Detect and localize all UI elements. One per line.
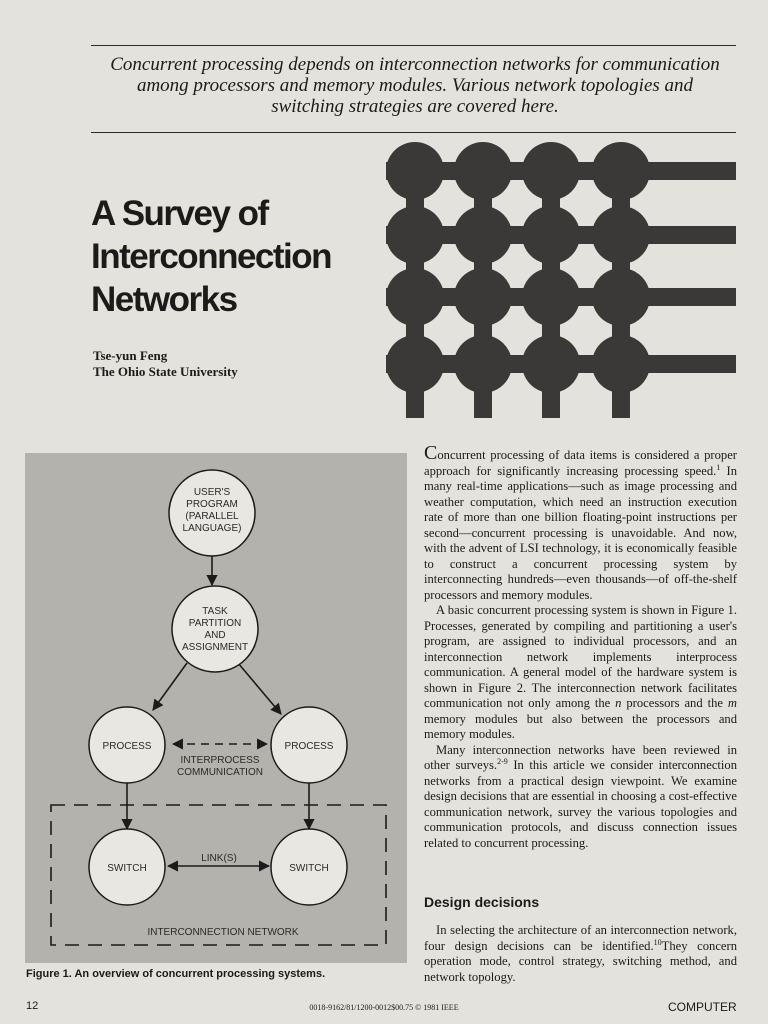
svg-text:AND: AND <box>204 630 226 641</box>
svg-text:PARTITION: PARTITION <box>188 618 242 629</box>
svg-text:PROCESS: PROCESS <box>284 741 334 752</box>
network-label: INTERCONNECTION NETWORK <box>147 927 299 938</box>
svg-text:PROGRAM: PROGRAM <box>186 499 238 510</box>
paragraph-3: Many interconnection networks have been reviewed in other surveys.$^{2-9}$ In this article we consider interconnection networks from a practical design viewpoint. We examine design decisions that are essential in choosing a cost-effective communication network, survey the various topologies and communication protocols, and discuss connection issues related to concurrent processing. <box>424 742 737 850</box>
interprocess-label-line2: COMMUNICATION <box>177 767 263 778</box>
svg-text:USER'S: USER'S <box>193 487 231 498</box>
paragraph-1: Concurrent processing of data items is considered a proper approach for significantly increasing processing speed.$^1$ In many real-time applications—such as image processing and weather computation, which need an instruction execution rate of more than one billion floating-point instructions per second—concurrent processing is unavoidable. And now, with the advent of LSI technology, it is economically feasible to construct a concurrent processing system by interconnecting hundreds—even thousands—of off-the-shelf processors and memory modules. <box>424 442 737 602</box>
switch-node-right <box>271 829 347 905</box>
svg-text:LANGUAGE): LANGUAGE) <box>182 523 242 534</box>
process-node-left <box>89 707 165 783</box>
network-grid-illustration <box>380 140 740 422</box>
figure-1-diagram <box>25 453 407 963</box>
svg-text:TASK: TASK <box>202 606 228 617</box>
interprocess-label-line1: INTERPROCESS <box>180 755 260 766</box>
top-rule <box>91 45 736 46</box>
section-paragraph: In selecting the architecture of an interconnection network, four design decisions can be identified.$^{10}$They concern operation mode, control strategy, switching method, and network topology. <box>424 923 737 984</box>
author-affiliation: The Ohio State University <box>93 364 238 379</box>
svg-text:SWITCH: SWITCH <box>289 863 329 874</box>
paragraph-2: A basic concurrent processing system is shown in Figure 1. Processes, generated by compiling and partitioning a user's program, are assigned to individual processors, and an interconnection network implements interprocess communication. A general model of the hardware system is shown in Figure 2. The interconnection network facilitates communication not only among the n processors and the m memory modules but also between the processors and memory modules. <box>424 603 737 741</box>
svg-text:(PARALLEL: (PARALLEL <box>185 511 239 522</box>
users-program-node <box>169 470 255 556</box>
svg-text:ASSIGNMENT: ASSIGNMENT <box>181 642 249 653</box>
article-deck: Concurrent processing depends on interconnection networks for communication among processors and memory modules. Various network topologies and switching strategies are covered here. <box>110 54 720 117</box>
deck-bottom-rule <box>91 132 736 133</box>
article-body <box>424 442 737 851</box>
section-heading: Design decisions <box>424 894 540 910</box>
copyright-code: 0018-9162/81/1200-0012$00.75 © 1981 IEEE <box>309 1003 459 1012</box>
drop-cap: C <box>424 442 438 464</box>
article-title: A Survey of Interconnection Networks <box>91 194 332 319</box>
svg-text:PROCESS: PROCESS <box>102 741 152 752</box>
links-label: LINK(S) <box>201 853 237 864</box>
task-partition-node <box>172 586 258 672</box>
page-number: 12 <box>26 1000 39 1012</box>
figure-1-caption: Figure 1. An overview of concurrent processing systems. <box>26 968 326 980</box>
svg-text:SWITCH: SWITCH <box>107 863 147 874</box>
switch-node-left <box>89 829 165 905</box>
journal-name: COMPUTER <box>668 1000 737 1014</box>
author-block <box>93 348 238 380</box>
process-node-right <box>271 707 347 783</box>
author-name: Tse-yun Feng <box>93 348 168 363</box>
